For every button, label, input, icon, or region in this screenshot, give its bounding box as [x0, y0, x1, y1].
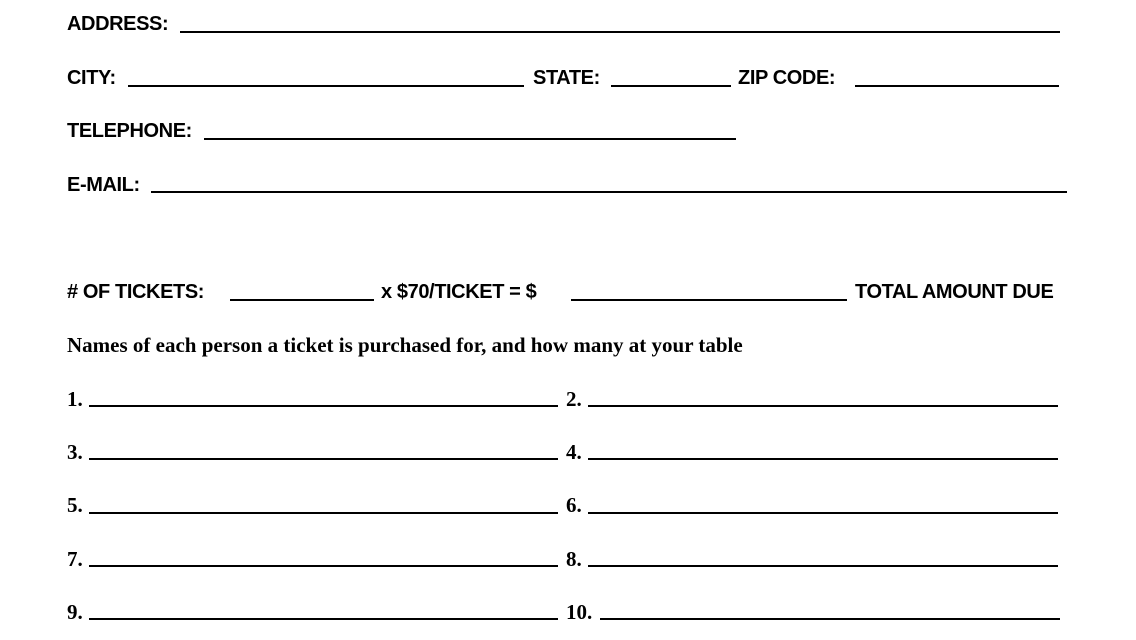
address-label: ADDRESS:	[67, 13, 169, 35]
name-number: 4.	[566, 440, 582, 464]
ticket-price-label: x $70/TICKET = $	[381, 281, 537, 303]
email-label: E-MAIL:	[67, 174, 140, 196]
name-field-1[interactable]	[89, 405, 558, 407]
names-instructions: Names of each person a ticket is purchased for, and how many at your table	[67, 333, 743, 357]
name-number: 8.	[566, 547, 582, 571]
name-number: 1.	[67, 387, 83, 411]
name-number: 2.	[566, 387, 582, 411]
name-number: 5.	[67, 493, 83, 517]
city-field[interactable]	[128, 85, 524, 87]
ticket-count-label: # OF TICKETS:	[67, 281, 205, 303]
city-label: CITY:	[67, 67, 116, 89]
email-field[interactable]	[151, 191, 1067, 193]
address-field[interactable]	[180, 31, 1060, 33]
name-number: 10.	[566, 600, 593, 624]
ticket-count-field[interactable]	[230, 299, 374, 301]
name-number: 6.	[566, 493, 582, 517]
name-number: 3.	[67, 440, 83, 464]
zip-code-label: ZIP CODE:	[738, 67, 836, 89]
telephone-label: TELEPHONE:	[67, 120, 192, 142]
zip-code-field[interactable]	[855, 85, 1059, 87]
name-field-8[interactable]	[588, 565, 1058, 567]
state-label: STATE:	[533, 67, 600, 89]
total-amount-due-label: TOTAL AMOUNT DUE	[855, 281, 1054, 303]
name-field-3[interactable]	[89, 458, 558, 460]
name-field-9[interactable]	[89, 618, 558, 620]
name-number: 7.	[67, 547, 83, 571]
total-amount-field[interactable]	[571, 299, 847, 301]
state-field[interactable]	[611, 85, 731, 87]
name-field-6[interactable]	[588, 512, 1058, 514]
name-field-10[interactable]	[600, 618, 1060, 620]
name-field-5[interactable]	[89, 512, 558, 514]
name-field-2[interactable]	[588, 405, 1058, 407]
telephone-field[interactable]	[204, 138, 736, 140]
name-number: 9.	[67, 600, 83, 624]
name-field-4[interactable]	[588, 458, 1058, 460]
name-field-7[interactable]	[89, 565, 558, 567]
